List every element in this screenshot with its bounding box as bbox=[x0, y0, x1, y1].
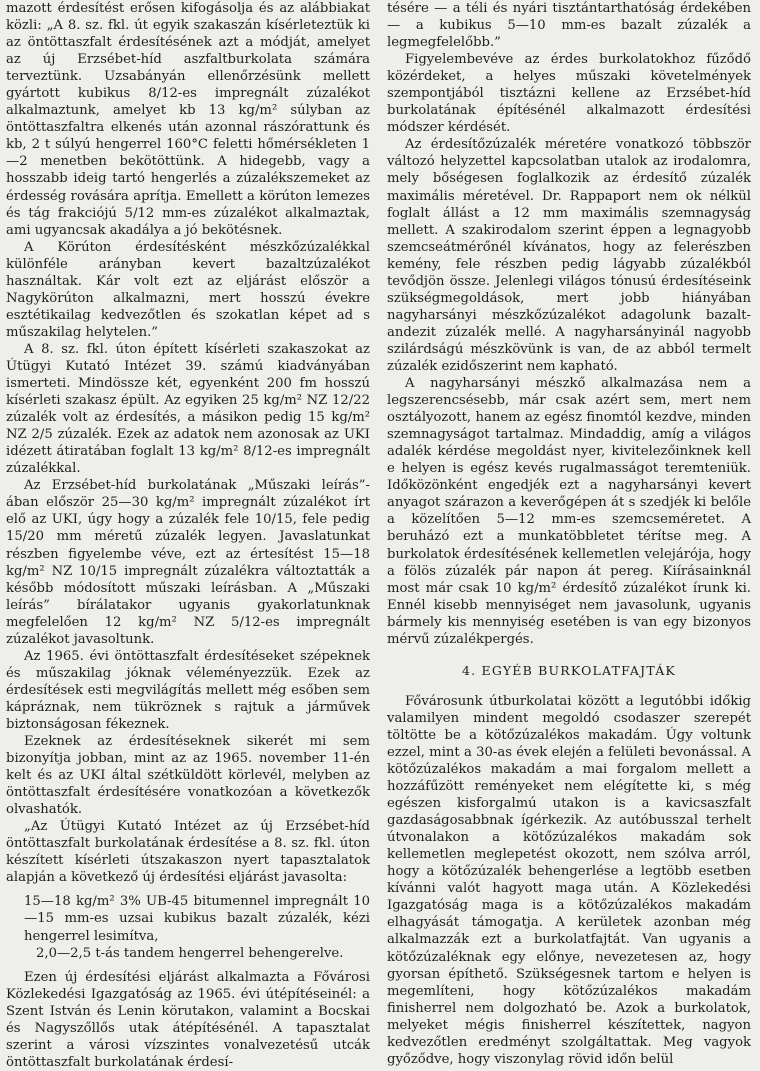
paragraph: Az Erzsébet-híd burkolatának „Műszaki leírás”-ában először 25—30 kg/m² impregnált zúzalékot írt elő az UKI, úgy hogy a zúzalék fele 10/15, fele pedig 15/20 mm méretű zúzalék legyen. Javaslatunkat részben figyelembe véve, ezt az értesítést 15—18 kg/m² NZ 10/15 impregnált zúzalékra változtatták a később módosított műszaki leírásban. A „Műszaki leírás” bírálatakor ugyanis gyakorlatunknak megfelelően 12 kg/m² NZ 5/12-es impregnált zúzalékot javasoltunk. bbox=[6, 478, 370, 647]
paragraph: A Körúton érdesítésként mészkőzúzalékkal különféle arányban kevert bazaltzúzalékot használtak. Kár volt ezt az eljárást először a Nagykörúton alkalmazni, mert hosszú évekre esztétikailag kedvezőtlen és szokatlan képet ad s műszakilag helytelen.” bbox=[6, 239, 370, 340]
left-column bbox=[6, 0, 370, 1071]
paragraph: mazott érdesítést erősen kifogásolja és az alábbiakat közli: „A 8. sz. fkl. út egyik szakaszán kísérleteztük ki az öntöttaszfalt érdesítésének azt a módját, amelyet az új Erzsébet-híd aszfaltburkolata számára terveztünk. Uzsabányán ellenőrzésünk mellett gyártott kubikus 8/12-es impregnált zúzalékot alkalmaztunk, amelyet kb 13 kg/m² súlyban az öntöttaszfaltra elkenés után azonnal rászórattunk és kb, 2 t súlyú hengerrel 160°C feletti hőmérsékleten 1—2 menetben bekötöttünk. A hidegebb, vagy a hosszabb ideig tartó hengerlés a zúzalékszemeket az érdesség rovására aprítja. Emellett a körúton lemezes és tág frakciójú 5/12 mm-es zúzalékot alkalmaztak, ami ugyancsak akadálya a jó bekötésnek. bbox=[6, 1, 370, 238]
formula-line: 15—18 kg/m² 3% UB-45 bitumennel impregnált 10—15 mm-es uzsai kubikus bazalt zúzalék, kézi hengerrel lesimítva, bbox=[24, 894, 370, 944]
paragraph: Fővárosunk útburkolatai között a legutóbbi időkig valamilyen mindent megoldó csodaszer szerepét töltötte be a kötőzúzalékos makadám. Úgy voltunk ezzel, mint a 30-as évek elején a felületi bevonással. A kötőzúzalékos makadám a mai forgalom mellett a hozzáfűzött reményeket nem elégítette ki, s még egészen kisforgalmú utakon is a kavicsaszfalt gazdaságosabbnak ígérkezik. Az autóbusszal terhelt útvonalakon a kötőzúzalékos makadám sok kellemetlen meglepetést okozott, nem szólva arról, hogy a kötőzúzalék behengerlése a legtöbb esetben kívánni valót hagyott maga után. A Közlekedési Igazgatóság maga is a kötőzúzalékos makadám elhagyását támogatja. A kerületek azonban még alkalmazzák ezt a burkolatfajtát. Van ugyanis a kötőzúzaléknak egy előnye, nevezetesen az, hogy gyorsan építhető. Szükségesnek tartom e helyen is megemlíteni, hogy kötőzúzalékos makadám finisherrel nem dolgozható be. Azok a burkolatok, melyeket mégis finisherrel készítettek, nagyon kedvezőtlen eredményt szolgáltattak. Meg vagyok győződve, hogy viszonylag rövid időn belül bbox=[387, 693, 751, 1067]
paragraph: tésére — a téli és nyári tisztántarthatóság érdekében — a kubikus 5—10 mm-es bazalt zúzalék a legmegfelelőbb.” bbox=[387, 1, 751, 51]
paragraph: „Az Útügyi Kutató Intézet az új Erzsébet-híd öntöttaszfalt burkolatának érdesítése a 8. sz. fkl. úton készített kísérleti útszakaszon nyert tapasztalatok alapján a következő új érdesítési eljárást javasolta: bbox=[6, 819, 370, 886]
formula-line: 2,0—2,5 t-ás tandem hengerrel behengerelve. bbox=[36, 945, 344, 961]
paragraph: Figyelembevéve az érdes burkolatokhoz fűződő közérdeket, a helyes műszaki követelmények szempontjából tisztázni kellene az Erzsébet-híd burkolatának építésénél alkalmazott érdesítési módszer kérdését. bbox=[387, 52, 751, 136]
right-column bbox=[387, 0, 751, 1068]
formula-block bbox=[24, 893, 370, 961]
paragraph: A nagyharsányi mészkő alkalmazása nem a legszerencsésebb, már csak azért sem, mert nem osztályozott, hanem az egész finomtól kezdve, minden szemnagyságot tartalmaz. Mindaddig, amíg a világos adalék kérdése megoldást nyer, kivitelezőinknek kell e helyen is egész kevés rugalmasságot teremteniük. Időközönként engedjék ezt a nagyharsányi kevert anyagot szárazon a keverőgépen át s szedjék ki belőle a közelítően 5—12 mm-es szemcseméretet. A beruházó ezt a munkatöbbletet térítse meg. A burkolatok érdesítésének kellemetlen velejárója, hogy a fölös zúzalék pár napon át pereg. Kiírásainknál most már csak 10 kg/m² érdesítő zúzalékot írunk ki. Ennél kisebb mennyiséget nem javasolunk, ugyanis bármely kis mennyiség esetében is van egy bizonyos mérvű zúzalékpergés. bbox=[387, 376, 751, 647]
paragraph: Ezeknek az érdesítéseknek sikerét mi sem bizonyítja jobban, mint az az 1965. november 11-én kelt és az UKI által szétküldött körlevél, melyben az öntöttaszfalt érdesítésére vonatkozóan a következők olvashatók. bbox=[6, 734, 370, 818]
section-heading: 4. EGYÉB BURKOLATFAJTÁK bbox=[462, 662, 676, 678]
paragraph: A 8. sz. fkl. úton épített kísérleti szakaszokat az Útügyi Kutató Intézet 39. számú kiadványában ismerteti. Mindössze két, egyenként 200 fm hosszú kísérleti szakasz épült. Az egyiken 25 kg/m² NZ 12/22 zúzalék volt az érdesítés, a másikon pedig 15 kg/m² NZ 2/5 zúzalék. Ezek az adatok nem azonosak az UKI idézett átiratában foglalt 13 kg/m² 8/12-es impregnált zúzalékkal. bbox=[6, 341, 370, 477]
paragraph: Ezen új érdesítési eljárást alkalmazta a Fővárosi Közlekedési Igazgatóság az 1965. évi útépítéseinél: a Szent István és Lenin körutakon, valamint a Bocskai és Nagyszőllős utak átépítésénél. A tapasztalat szerint a városi vízszintes vonalvezetésű utcák öntöttaszfalt burkolatának érdesí- bbox=[6, 969, 370, 1070]
paragraph: Az 1965. évi öntöttaszfalt érdesítéseket szépeknek és műszakilag jóknak véleményezzük. Ezek az érdesítések esti megvilágítás mellett még esőben sem kápráznak, nem tükröznek s rajtuk a járművek biztonságosan fékeznek. bbox=[6, 648, 370, 732]
paragraph: Az érdesítőzúzalék méretére vonatkozó többször változó helyzettel kapcsolatban utalok az irodalomra, mely bőségesen foglalkozik az érdesítő zúzalék maximális méretével. Dr. Rappaport nem ok nélkül foglalt állást a 12 mm maximális szemnagyság mellett. A szakirodalom szerint éppen a legnagyobb szemcseátmérőnél kívánatos, hogy az felerészben kemény, fele részben pedig lágyabb zúzalékból tevődjön össze. Jelenlegi világos tónusú érdesítéseink szükségmegoldások, mert jobb hiányában nagyharsányi mészkőzúzalékot adagolunk bazalt-andezit zúzalék mellé. A nagyharsányinál nagyobb szilárdságú mészkövünk is van, de az abból termelt zúzalék ezidőszerint nem kapható. bbox=[387, 137, 751, 374]
